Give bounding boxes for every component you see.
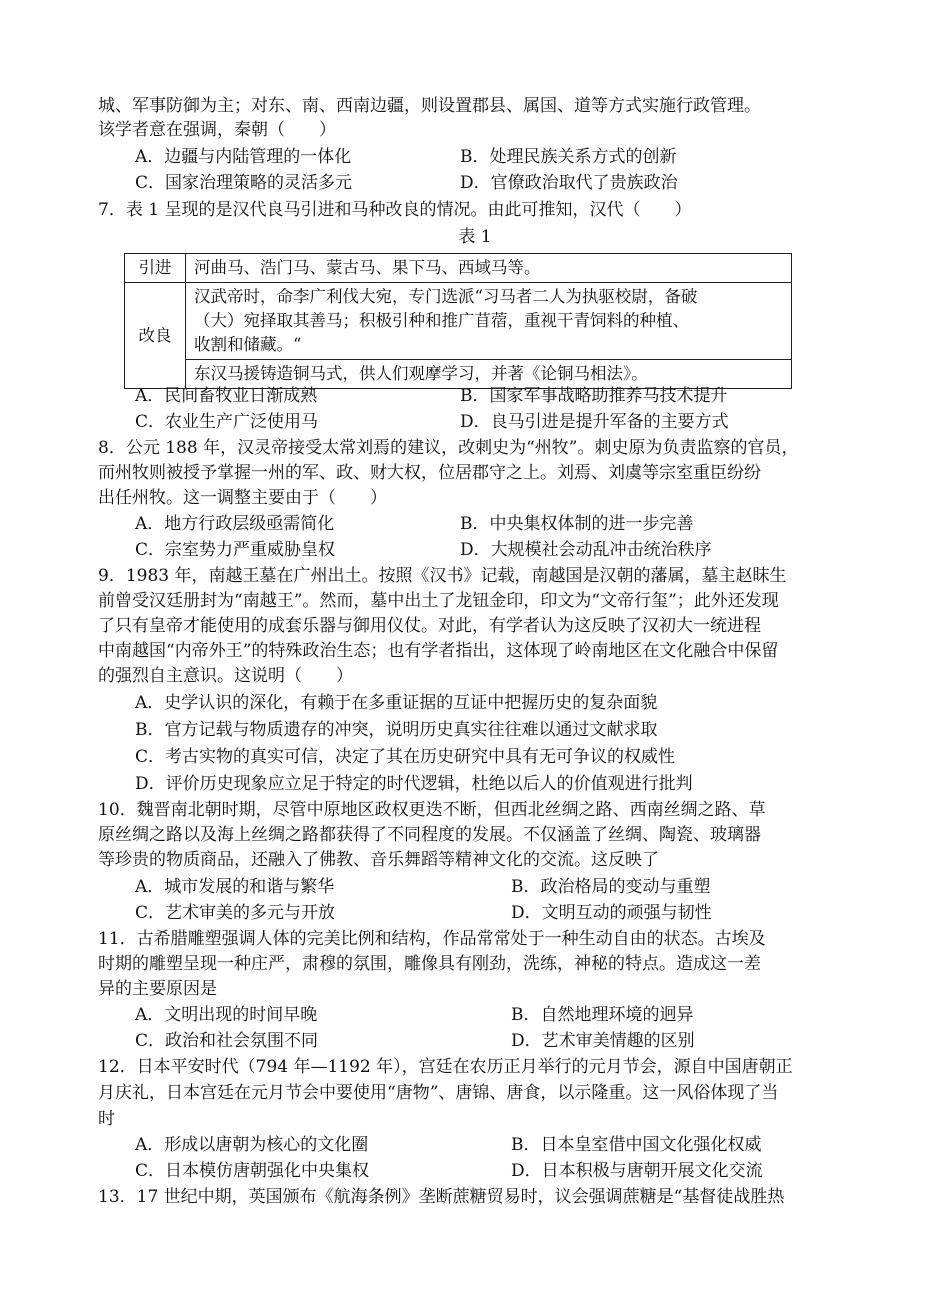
table-cell: 东汉马援铸造铜马式，供人们观摩学习，并著《论铜马相法》。 <box>186 360 792 389</box>
option-b[interactable]: B．中央集权体制的进一步完善 <box>460 514 694 534</box>
question-text-line: 等珍贵的物质商品，还融入了佛教、音乐舞蹈等精神文化的交流。这反映了 <box>98 850 659 870</box>
question-text-line: 前曾受汉廷册封为“南越王”。然而，墓中出土了龙钮金印，印文为“文帝行玺”；此外还发现 <box>98 591 779 611</box>
question-text-line: 时期的雕塑呈现一种庄严，肃穆的氛围，雕像具有刚劲，洗练，神秘的特点。造成这一差 <box>98 954 761 974</box>
table-cell-line: 汉武帝时，命李广利伐大宛，专门选派“习马者二人为执驱校尉，备破 <box>194 287 698 306</box>
question-text-line: 9．1983 年，南越王墓在广州出土。按照《汉书》记载，南越国是汉朝的藩属，墓主赵眜生 <box>98 566 787 586</box>
option-c[interactable]: C．艺术审美的多元与开放 <box>135 903 336 923</box>
option-a[interactable]: A．城市发展的和谐与繁华 <box>135 877 335 897</box>
table-cell <box>186 283 792 360</box>
option-b[interactable]: B．政治格局的变动与重塑 <box>511 877 711 897</box>
table-header-cell: 改良 <box>125 283 186 389</box>
option-a[interactable]: A．地方行政层级亟需简化 <box>135 514 335 534</box>
question-text-line: 时 <box>98 1109 115 1129</box>
option-d[interactable]: D．艺术审美情趣的区别 <box>511 1031 695 1051</box>
question-text-line: 异的主要原因是 <box>98 979 217 999</box>
option-a[interactable]: A．民间畜牧业日渐成熟 <box>135 386 318 406</box>
option-c[interactable]: C．宗室势力严重威胁皇权 <box>135 540 336 560</box>
option-b[interactable]: B．日本皇室借中国文化强化权威 <box>511 1135 762 1155</box>
option-d[interactable]: D．大规模社会动乱冲击统治秩序 <box>460 540 712 560</box>
question-text-line: 了只有皇帝才能使用的成套乐器与御用仪仗。对此，有学者认为这反映了汉初大一统进程 <box>98 616 761 636</box>
option-c[interactable]: C．农业生产广泛使用马 <box>135 412 319 432</box>
table-caption: 表 1 <box>458 227 492 247</box>
table-row <box>125 283 792 360</box>
option-c[interactable]: C．国家治理策略的灵活多元 <box>135 173 353 193</box>
question-text-line: 的强烈自主意识。这说明（ ） <box>98 666 353 686</box>
option-a[interactable]: A．形成以唐朝为核心的文化圈 <box>135 1135 369 1155</box>
table-cell-line: 收割和储藏。“ <box>194 335 302 354</box>
question-text-line: 12．日本平安时代（794 年—1192 年），宫廷在农历正月举行的元月节会，源自中国唐朝正 <box>98 1057 793 1077</box>
option-d[interactable]: D．文明互动的顽强与韧性 <box>511 903 712 923</box>
table-cell: 河曲马、浩门马、蒙古马、果下马、西域马等。 <box>186 254 792 283</box>
question-text-line: 11．古希腊雕塑强调人体的完美比例和结构，作品常常处于一种生动自由的状态。古埃及 <box>98 929 766 949</box>
table-row <box>125 254 792 283</box>
question-text-line: 该学者意在强调，秦朝（ ） <box>98 120 336 140</box>
question-text-line: 中南越国“内帝外王”的特殊政治生态；也有学者指出，这体现了岭南地区在文化融合中保留 <box>98 641 779 661</box>
question-text-line: 13．17 世纪中期，英国颁布《航海条例》垄断蔗糖贸易时，议会强调蔗糖是“基督徒战胜热 <box>98 1187 785 1207</box>
option-b[interactable]: B．自然地理环境的迥异 <box>511 1005 694 1025</box>
question-text-line: 出任州牧。这一调整主要由于（ ） <box>98 488 387 508</box>
question-text-line: 城、军事防御为主；对东、南、西南边疆，则设置郡县、属国、道等方式实施行政管理。 <box>98 96 761 116</box>
option-d[interactable]: D．评价历史现象应立足于特定的时代逻辑，杜绝以后人的价值观进行批判 <box>135 774 693 794</box>
question-text-line: 10．魏晋南北朝时期，尽管中原地区政权更迭不断，但西北丝绸之路、西南丝绸之路、草 <box>98 800 766 820</box>
option-d[interactable]: D．官僚政治取代了贵族政治 <box>460 173 678 193</box>
question-text-line: 原丝绸之路以及海上丝绸之路都获得了不同程度的发展。不仅涵盖了丝绸、陶瓷、玻璃器 <box>98 825 761 845</box>
option-c[interactable]: C．政治和社会氛围不同 <box>135 1031 319 1051</box>
option-a[interactable]: A．边疆与内陆管理的一体化 <box>135 147 352 167</box>
question-text-line: 7．表 1 呈现的是汉代良马引进和马种改良的情况。由此可推知，汉代（ ） <box>98 200 692 220</box>
option-b[interactable]: B．国家军事战略助推养马技术提升 <box>460 386 728 406</box>
option-a[interactable]: A．史学认识的深化，有赖于在多重证据的互证中把握历史的复杂面貌 <box>135 693 658 713</box>
table-header-cell: 引进 <box>125 254 186 283</box>
question-text-line: 8．公元 188 年，汉灵帝接受太常刘焉的建议，改刺史为“州牧”。刺史原为负责监察的官员， <box>98 438 799 458</box>
option-b[interactable]: B．处理民族关系方式的创新 <box>460 147 677 167</box>
option-a[interactable]: A．文明出现的时间早晚 <box>135 1005 318 1025</box>
table-cell-line: （大）宛择取其善马；积极引种和推广苜蓿，重视干青饲料的种植、 <box>194 311 689 330</box>
option-b[interactable]: B．官方记载与物质遗存的冲突，说明历史真实往往难以通过文献求取 <box>135 720 658 740</box>
question-text-line: 月庆礼，日本宫廷在元月节会中要使用“唐物”、唐锦、唐食，以示隆重。这一风俗体现了当 <box>98 1083 779 1103</box>
option-c[interactable]: C．日本模仿唐朝强化中央集权 <box>135 1161 370 1181</box>
option-d[interactable]: D．日本积极与唐朝开展文化交流 <box>511 1161 763 1181</box>
question-text-line: 而州牧则被授予掌握一州的军、政、财大权，位居郡守之上。刘焉、刘虞等宗室重臣纷纷 <box>98 463 761 483</box>
option-d[interactable]: D．良马引进是提升军备的主要方式 <box>460 412 729 432</box>
horse-table <box>124 253 792 389</box>
option-c[interactable]: C．考古实物的真实可信，决定了其在历史研究中具有无可争议的权威性 <box>135 747 676 767</box>
